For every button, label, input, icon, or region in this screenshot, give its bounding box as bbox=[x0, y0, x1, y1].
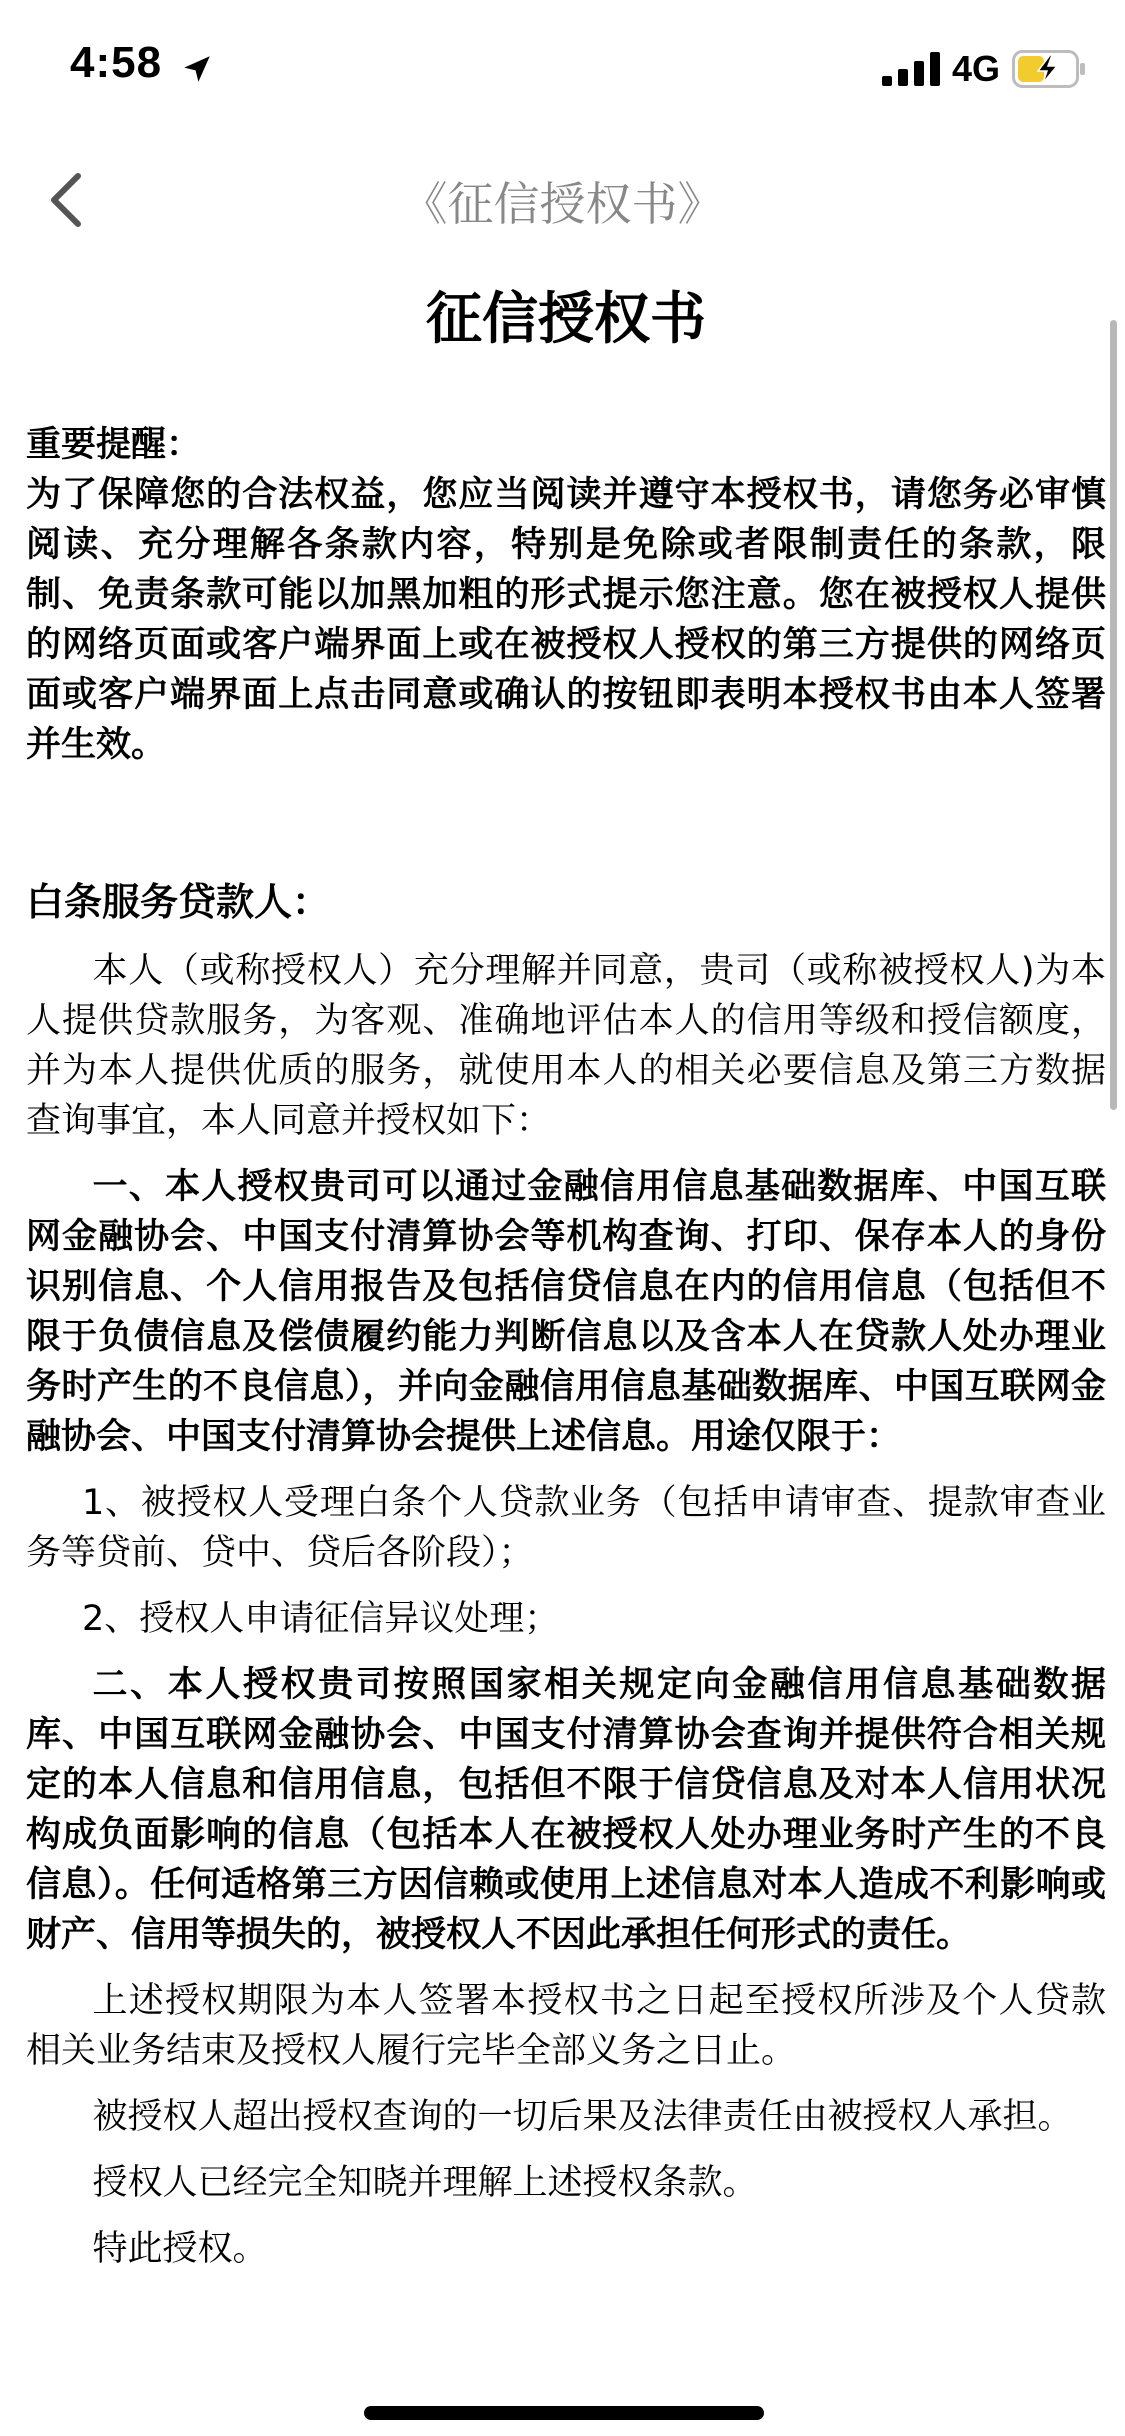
clause-one: 一、本人授权贵司可以通过金融信用信息基础数据库、中国互联网金融协会、中国支付清算协会等机构查询、打印、保存本人的身份识别信息、个人信用报告及包括信贷信息在内的信用信息（包括但不限于负债信息及偿债履约能力判断信息以及含本人在贷款人处办理业务时产生的不良信息），并向金融信用信息基础数据库、中国互联网金融协会、中国支付清算协会提供上述信息。用途仅限于： bbox=[26, 1167, 1106, 1457]
network-type-label: 4G bbox=[952, 48, 1001, 89]
location-arrow-icon bbox=[180, 52, 214, 86]
signal-icon bbox=[882, 52, 942, 86]
term-paragraph: 上述授权期限为本人签署本授权书之日起至授权所涉及个人贷款相关业务结束及授权人履行完毕全部义务之日止。 bbox=[26, 1981, 1106, 2071]
acknowledge-paragraph: 授权人已经完全知晓并理解上述授权条款。 bbox=[92, 2163, 758, 2203]
navigation-bar bbox=[0, 150, 1125, 250]
home-indicator[interactable] bbox=[364, 2406, 764, 2420]
status-bar bbox=[0, 0, 1125, 132]
intro-paragraph: 本人（或称授权人）充分理解并同意，贵司（或称被授权人)为本人提供贷款服务，为客观、准确地评估本人的信用等级和授信额度，并为本人提供优质的服务，就使用本人的相关必要信息及第三方数据查询事宜，本人同意并授权如下： bbox=[26, 951, 1106, 1141]
battery-charging-icon bbox=[1012, 50, 1086, 88]
clause-two: 二、本人授权贵司按照国家相关规定向金融信用信息基础数据库、中国互联网金融协会、中国支付清算协会查询并提供符合相关规定的本人信息和信用信息，包括但不限于信贷信息及对本人信用状况构成负面影响的信息（包括本人在被授权人处办理业务时产生的不良信息）。任何适格第三方因信赖或使用上述信息对本人造成不利影响或财产、信用等损失的，被授权人不因此承担任何形式的责任。 bbox=[26, 1665, 1106, 1955]
liability-paragraph: 被授权人超出授权查询的一切后果及法律责任由被授权人承担。 bbox=[92, 2097, 1073, 2137]
document-title: 征信授权书 bbox=[426, 287, 706, 352]
scrollbar[interactable] bbox=[1110, 320, 1117, 1110]
use-item-two: 2、授权人申请征信异议处理； bbox=[82, 1599, 560, 1639]
reminder-text: 为了保障您的合法权益，您应当阅读并遵守本授权书，请您务必审慎阅读、充分理解各条款内容，特别是免除或者限制责任的条款，限制、免责条款可能以加黑加粗的形式提示您注意。您在被授权人提供的网络页面或客户端界面上或在被授权人授权的第三方提供的网络页面或客户端界面上点击同意或确认的按钮即表明本授权书由本人签署并生效。 bbox=[26, 475, 1106, 765]
reminder-heading: 重要提醒： bbox=[26, 425, 202, 465]
page-title: 《征信授权书》 bbox=[401, 177, 724, 231]
status-time: 4:58 bbox=[70, 38, 163, 87]
closing-paragraph: 特此授权。 bbox=[92, 2229, 268, 2269]
use-item-one: 1、被授权人受理白条个人贷款业务（包括申请审查、提款审查业务等贷前、贷中、贷后各阶段）； bbox=[26, 1483, 1106, 1573]
document-content bbox=[26, 280, 1106, 2274]
section-heading: 白条服务贷款人： bbox=[26, 880, 331, 924]
